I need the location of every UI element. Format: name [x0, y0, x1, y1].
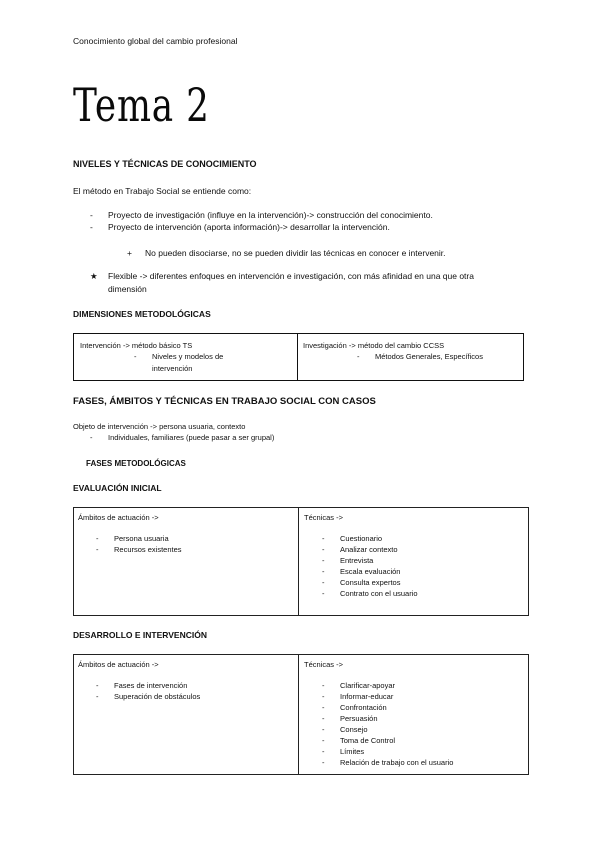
dash-icon: -	[322, 758, 325, 767]
list-item: Toma de Control	[340, 736, 396, 745]
plus-icon: +	[127, 248, 132, 258]
list-item: Superación de obstáculos	[114, 692, 201, 701]
desarrollo-heading: DESARROLLO E INTERVENCIÓN	[73, 630, 207, 640]
desarrollo-left-box	[73, 654, 299, 775]
dash-icon: -	[322, 545, 325, 554]
list-item: Consulta expertos	[340, 578, 401, 587]
list-item: Contrato con el usuario	[340, 589, 418, 598]
star-icon: ★	[90, 271, 98, 281]
fases-metodologicas-heading: FASES METODOLÓGICAS	[86, 459, 186, 468]
list-item: Informar-educar	[340, 692, 394, 701]
dash-icon: -	[90, 210, 93, 220]
dash-icon: -	[322, 567, 325, 576]
dash-icon: -	[134, 352, 137, 361]
dimension-left-item-1: Niveles y modelos de	[152, 352, 224, 361]
dash-icon: -	[322, 692, 325, 701]
desarrollo-right-title: Técnicas ->	[304, 660, 343, 669]
list-item: Cuestionario	[340, 534, 383, 543]
star-note-line1: Flexible -> diferentes enfoques en intervención e investigación, con más afinidad en una que otra	[108, 271, 474, 281]
dash-icon: -	[322, 725, 325, 734]
dimension-left-title: Intervención -> método básico TS	[80, 341, 193, 350]
evaluacion-left-box	[73, 507, 299, 616]
dash-icon: -	[96, 545, 99, 554]
dash-icon: -	[90, 433, 93, 442]
list-item: Clarificar-apoyar	[340, 681, 396, 690]
objeto-text: Objeto de intervención -> persona usuaria, contexto	[73, 422, 246, 431]
dimension-right-title: Investigación -> método del cambio CCSS	[303, 341, 445, 350]
document-header: Conocimiento global del cambio profesional	[73, 36, 238, 46]
list-item: Entrevista	[340, 556, 374, 565]
evaluacion-right-box	[298, 507, 529, 616]
section-heading-niveles: NIVELES Y TÉCNICAS DE CONOCIMIENTO	[73, 159, 257, 169]
dash-icon: -	[322, 714, 325, 723]
dimension-right-item: Métodos Generales, Específicos	[375, 352, 483, 361]
dash-icon: -	[322, 578, 325, 587]
section-heading-dimensiones: DIMENSIONES METODOLÓGICAS	[73, 309, 211, 319]
list-item: Confrontación	[340, 703, 387, 712]
page-title: Tema 2	[73, 78, 210, 132]
section-heading-fases: FASES, ÁMBITOS Y TÉCNICAS EN TRABAJO SOCIAL CON CASOS	[73, 396, 376, 407]
dash-icon: -	[357, 352, 360, 361]
list-item: Límites	[340, 747, 365, 756]
list-item: Persona usuaria	[114, 534, 169, 543]
list-item: Persuasión	[340, 714, 378, 723]
list-item: Analizar contexto	[340, 545, 398, 554]
dash-icon: -	[322, 534, 325, 543]
dash-icon: -	[96, 692, 99, 701]
dash-icon: -	[322, 703, 325, 712]
dash-icon: -	[322, 747, 325, 756]
objeto-item: Individuales, familiares (puede pasar a ser grupal)	[108, 433, 275, 442]
desarrollo-right-box	[298, 654, 529, 775]
dash-icon: -	[322, 681, 325, 690]
desarrollo-left-title: Ámbitos de actuación ->	[78, 660, 159, 669]
evaluacion-right-title: Técnicas ->	[304, 513, 343, 522]
evaluacion-heading: EVALUACIÓN INICIAL	[73, 483, 162, 493]
dash-icon: -	[96, 534, 99, 543]
dash-icon: -	[322, 556, 325, 565]
list-item: Relación de trabajo con el usuario	[340, 758, 454, 767]
dimension-left-item-2: intervención	[152, 364, 193, 373]
list-item: Escala evaluación	[340, 567, 401, 576]
evaluacion-left-title: Ámbitos de actuación ->	[78, 513, 159, 522]
dash-icon: -	[322, 589, 325, 598]
dash-icon: -	[322, 736, 325, 745]
list-item: Fases de intervención	[114, 681, 188, 690]
star-note-line2: dimensión	[108, 284, 147, 294]
plus-note: No pueden disociarse, no se pueden dividir las técnicas en conocer e intervenir.	[145, 248, 446, 258]
list-item: Consejo	[340, 725, 368, 734]
list-item: Proyecto de investigación (influye en la intervención)-> construcción del conocimiento.	[108, 210, 433, 220]
intro-text: El método en Trabajo Social se entiende como:	[73, 186, 252, 196]
list-item: Recursos existentes	[114, 545, 182, 554]
dash-icon: -	[96, 681, 99, 690]
list-item: Proyecto de intervención (aporta información)-> desarrollar la intervención.	[108, 222, 390, 232]
dash-icon: -	[90, 222, 93, 232]
